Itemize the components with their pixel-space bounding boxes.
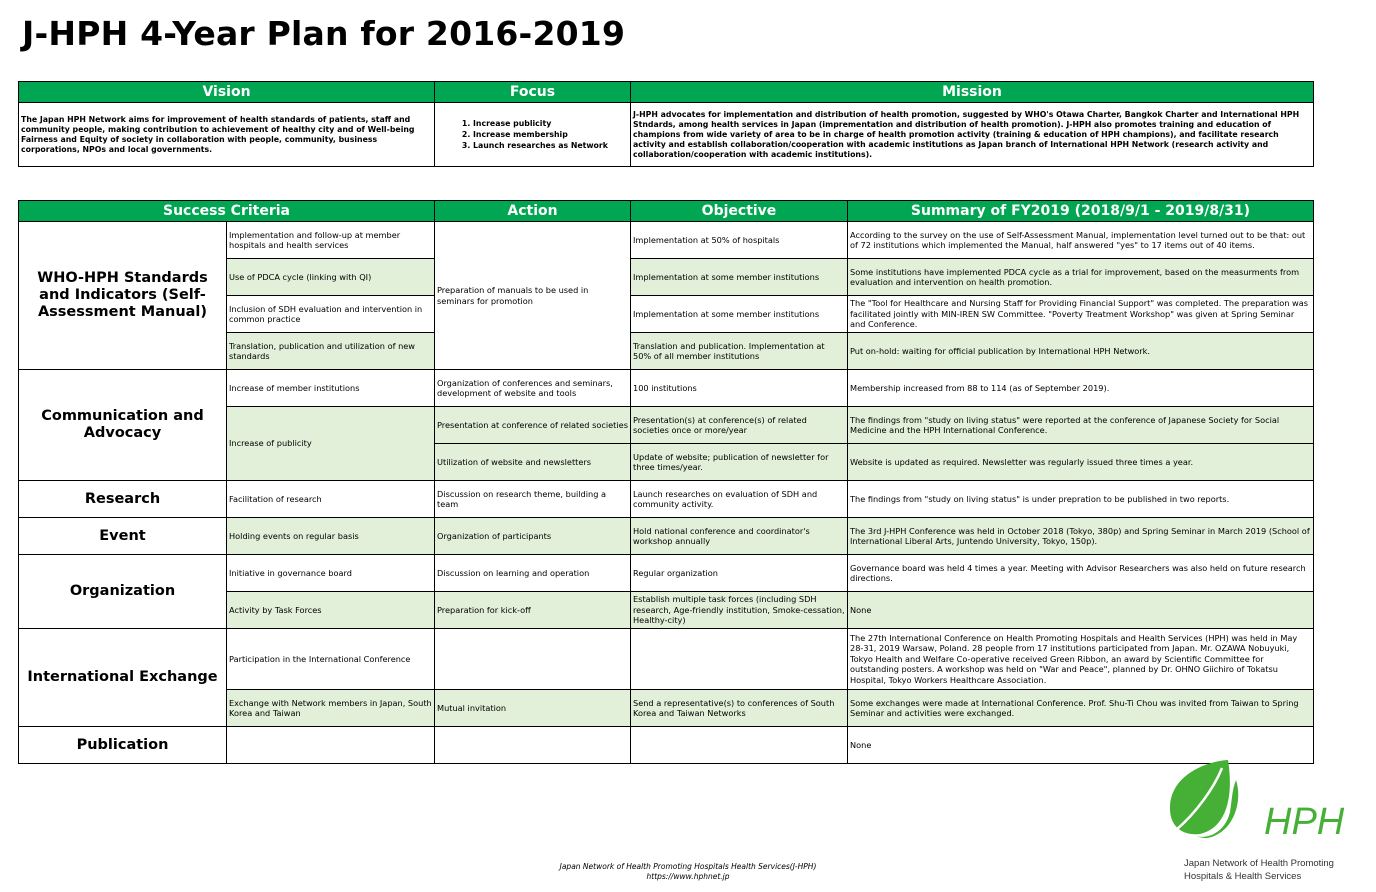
summary-cell: Some institutions have implemented PDCA cycle as a trial for improvement, based on the measurments from evaluation and intervention on health promotion. — [848, 259, 1314, 296]
summary-cell: The 27th International Conference on Health Promoting Hospitals and Health Services (HPH) was held in May 28-31, 2019 Warsaw, Poland. 28 people from 17 institutions participated from Japan. Mr. OZAWA Nobuyuki, Tokyo Health and Welfare Co-operative received Green Ribbon, an award by Scientific Committee for outstanding posters. A workshop was held on "War and Peace", planned by Dr. OHNO Giichiro of Tokatsu Hospital, Tokyo Workers Healthcare Association. — [848, 629, 1314, 690]
action-cell — [435, 727, 631, 764]
vision-text: The Japan HPH Network aims for improvement of health standards of patients, staff and community people, making contribution to achievement of healthy city and of Well-being Fairness and Equity of society in collaboration with people, community, business corporations, NPOs and local governments. — [19, 103, 435, 167]
summary-cell: The "Tool for Healthcare and Nursing Staff for Providing Financial Support" was completed. The preparation was facilitated jointly with MIN-IREN SW Committee. "Poverty Treatment Workshop" was given at Spring Seminar and Conference. — [848, 296, 1314, 333]
objective-cell: 100 institutions — [631, 370, 848, 407]
criteria-publication: Publication — [19, 727, 227, 764]
sub-criteria: Use of PDCA cycle (linking with QI) — [227, 259, 435, 296]
summary-cell: According to the survey on the use of Self-Assessment Manual, implementation level turned out to be that: out of 72 institutions which implemented the Manual, half answered "yes" to 17 items out of 40 items. — [848, 222, 1314, 259]
summary-cell: The findings from "study on living status" is under prepration to be published in two reports. — [848, 481, 1314, 518]
sub-criteria: Exchange with Network members in Japan, South Korea and Taiwan — [227, 690, 435, 727]
objective-cell — [631, 727, 848, 764]
table-row — [19, 222, 1314, 259]
focus-header: Focus — [435, 82, 631, 103]
action-cell: Organization of conferences and seminars, development of website and tools — [435, 370, 631, 407]
sub-criteria: Increase of member institutions — [227, 370, 435, 407]
criteria-communication: Communication and Advocacy — [19, 370, 227, 481]
sub-criteria: Inclusion of SDH evaluation and intervention in common practice — [227, 296, 435, 333]
action-cell: Presentation at conference of related societies — [435, 407, 631, 444]
summary-cell: Website is updated as required. Newsletter was regularly issued three times a year. — [848, 444, 1314, 481]
action-cell: Organization of participants — [435, 518, 631, 555]
vision-focus-mission-table — [18, 81, 1314, 167]
summary-cell: The 3rd J-HPH Conference was held in October 2018 (Tokyo, 380p) and Spring Seminar in March 2019 (School of International Liberal Arts, Juntendo University, Tokyo, 150p). — [848, 518, 1314, 555]
summary-cell: The findings from "study on living status" were reported at the conference of Japanese Society for Social Medicine and the HPH International Conference. — [848, 407, 1314, 444]
sub-criteria: Implementation and follow-up at member hospitals and health services — [227, 222, 435, 259]
page-title: J-HPH 4-Year Plan for 2016-2019 — [22, 14, 626, 53]
summary-cell: None — [848, 727, 1314, 764]
mission-header: Mission — [631, 82, 1314, 103]
objective-cell: Presentation(s) at conference(s) of related societies once or more/year — [631, 407, 848, 444]
action-cell: Discussion on research theme, building a team — [435, 481, 631, 518]
table-row — [19, 481, 1314, 518]
sub-criteria: Holding events on regular basis — [227, 518, 435, 555]
objective-cell: Regular organization — [631, 555, 848, 592]
vision-header: Vision — [19, 82, 435, 103]
focus-item: 2. Increase membership — [473, 130, 628, 140]
sub-criteria: Participation in the International Conference — [227, 629, 435, 690]
summary-cell: None — [848, 592, 1314, 629]
action-cell — [435, 629, 631, 690]
criteria-organization: Organization — [19, 555, 227, 629]
action-cell: Mutual invitation — [435, 690, 631, 727]
focus-item: 1. Increase publicity — [473, 119, 628, 129]
table-row — [19, 555, 1314, 592]
action-cell: Preparation of manuals to be used in seminars for promotion — [435, 222, 631, 370]
summary-cell: Some exchanges were made at International Conference. Prof. Shu-Ti Chou was invited from Taiwan to Spring Seminar and activities were exchanged. — [848, 690, 1314, 727]
objective-cell: Launch researches on evaluation of SDH and community activity. — [631, 481, 848, 518]
focus-list — [437, 119, 628, 151]
table-row — [19, 727, 1314, 764]
sub-criteria: Initiative in governance board — [227, 555, 435, 592]
action-cell: Preparation for kick-off — [435, 592, 631, 629]
objective-cell: Send a representative(s) to conferences of South Korea and Taiwan Networks — [631, 690, 848, 727]
criteria-who-hph: WHO-HPH Standards and Indicators (Self-Assessment Manual) — [19, 222, 227, 370]
objective-cell: Translation and publication. Implementation at 50% of all member institutions — [631, 333, 848, 370]
action-cell: Discussion on learning and operation — [435, 555, 631, 592]
sub-criteria — [227, 727, 435, 764]
criteria-international-exchange: International Exchange — [19, 629, 227, 727]
criteria-event: Event — [19, 518, 227, 555]
summary-header: Summary of FY2019 (2018/9/1 - 2019/8/31) — [848, 201, 1314, 222]
objective-cell: Implementation at 50% of hospitals — [631, 222, 848, 259]
objective-cell: Hold national conference and coordinator's workshop annually — [631, 518, 848, 555]
footer-url: https://www.hphnet.jp — [646, 872, 730, 881]
success-criteria-header: Success Criteria — [19, 201, 435, 222]
focus-item: 3. Launch researches as Network — [473, 141, 628, 151]
mission-text: J-HPH advocates for implementation and distribution of health promotion, suggested by WHO's Otawa Charter, Bangkok Charter and International HPH Stndards, among health services in Japan (imprementation and distribution of health promotion). J-HPH also promotes training and education of champions from wide variety of area to be in charge of health promotion activity (training & education of HPH champions), and facilitate research activity and establish collaboration/cooperation with academic institutions as Japan branch of International HPH Network (research activity and collaboration/cooperation with academic institutions). — [631, 103, 1314, 167]
objective-cell: Establish multiple task forces (including SDH research, Age-friendly institution, Smoke-cessation, Healthy-city) — [631, 592, 848, 629]
objective-cell: Implementation at some member institutions — [631, 296, 848, 333]
action-cell: Utilization of website and newsletters — [435, 444, 631, 481]
logo-caption-line2: Hospitals & Health Services — [1184, 871, 1302, 882]
table-row — [19, 370, 1314, 407]
objective-header: Objective — [631, 201, 848, 222]
summary-cell: Membership increased from 88 to 114 (as of September 2019). — [848, 370, 1314, 407]
footer-organization: Japan Network of Health Promoting Hospitals Health Services(J-HPH) — [559, 862, 817, 871]
sub-criteria: Facilitation of research — [227, 481, 435, 518]
plan-table — [18, 200, 1314, 764]
table-row — [19, 518, 1314, 555]
summary-cell: Governance board was held 4 times a year. Meeting with Advisor Researchers was also held on future research directions. — [848, 555, 1314, 592]
sub-criteria: Activity by Task Forces — [227, 592, 435, 629]
logo-text: HPH — [1264, 801, 1345, 843]
jhph-logo — [1166, 758, 1366, 892]
summary-cell: Put on-hold: waiting for official publication by International HPH Network. — [848, 333, 1314, 370]
objective-cell: Implementation at some member institutions — [631, 259, 848, 296]
sub-criteria: Translation, publication and utilization of new standards — [227, 333, 435, 370]
objective-cell: Update of website; publication of newsletter for three times/year. — [631, 444, 848, 481]
sub-criteria: Increase of publicity — [227, 407, 435, 481]
focus-list-cell — [435, 103, 631, 167]
criteria-research: Research — [19, 481, 227, 518]
action-header: Action — [435, 201, 631, 222]
objective-cell — [631, 629, 848, 690]
logo-caption-line1: Japan Network of Health Promoting — [1184, 858, 1334, 869]
table-row — [19, 629, 1314, 690]
